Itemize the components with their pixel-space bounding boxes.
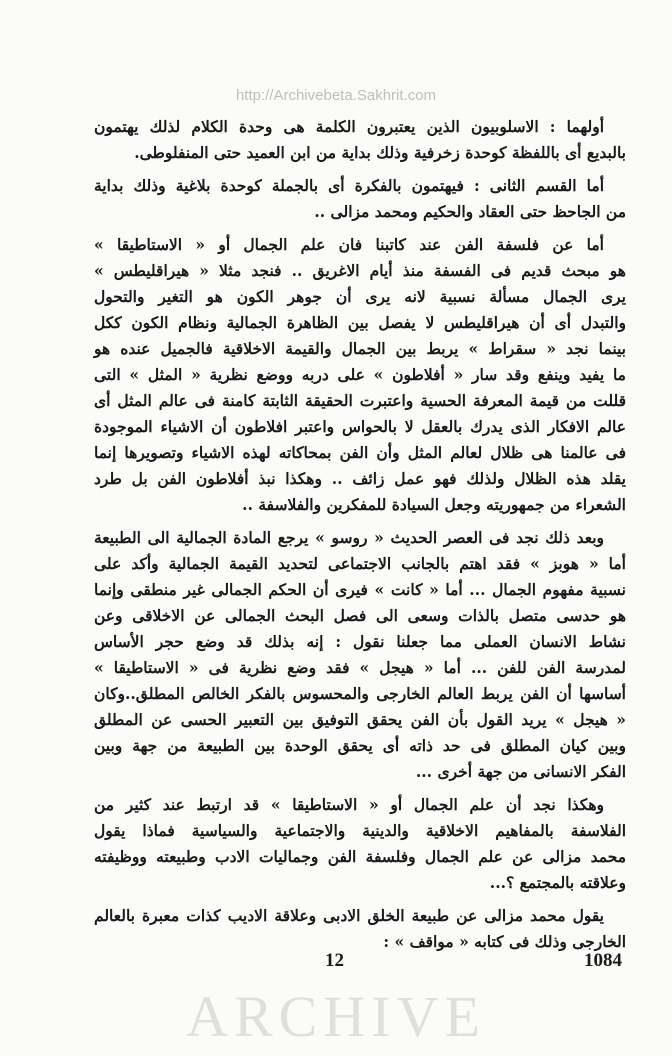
text-line: لمدرسة الفن للفن ... أما « هيجل » فقد وضع نظرية فى « الاستاطيقا » [94,658,626,677]
page-footer [0,950,672,980]
text-line: الخارجى وذلك فى كتابه « مواقف » : [383,932,626,951]
text-line: بينما نجد « سقراط » يربط بين الجمال والقيمة الاخلاقية فالجميل عنده هو [94,339,626,358]
paragraph [94,525,626,785]
text-line: هو مبحث قديم فى الفسفة منذ أيام الاغريق .. فنجد مثلا « هيراقليطس » [94,261,626,280]
text-line: الفكر الانسانى من جهة أخرى ... [415,762,626,781]
text-line: أما عن فلسفة الفن عند كاتبنا فان علم الجمال أو « الاستاطيقا » [94,235,604,254]
text-line: أساسها أن الفن يربط العالم الخارجى والمحسوس بالفكر الخالص المطلق..وكان [94,684,626,703]
text-line: أولهما : الاسلوبيون الذين يعتبرون الكلمة هى وحدة الكلام لذلك يهتمون [94,117,604,136]
paragraph [94,792,626,896]
text-line: أما القسم الثانى : فيهتمون بالفكرة أى بالجملة كوحدة بلاغية وذلك بداية [94,176,604,195]
watermark-url: http://Archivebeta.Sakhrit.com [235,87,437,104]
text-line: بالبديع أى باللفظة كوحدة زخرفية وذلك بداية من ابن العميد حتى المنفلوطى. [134,143,626,162]
page-number: 12 [325,950,344,971]
text-line: يرى الجمال مسألة نسبية لانه يرى أن جوهر الكون هو التغير والتحول [94,287,626,306]
text-line: محمد مزالى عن علم الجمال وفلسفة الفن وجماليات الادب وطبيعته ووظيفته [94,847,626,866]
paragraph [94,903,626,955]
text-line: من الجاحظ حتى العقاد والحكيم ومحمد مزالى .. [314,202,626,221]
text-line: فى عالمنا هى ظلال لعالم المثل وأن الفن بمحاكاته لهذه الاشياء وتصويرها إنما [94,443,626,462]
text-line: قللت من قيمة المعرفة الحسية واعتبرت الحقيقة الثابتة كامنة فى عالم المثل أى [94,391,626,410]
text-line: أما « هوبز » فقد اهتم بالجانب الاجتماعى لتحديد القيمة الجمالية وأكد على [94,554,626,573]
paragraph [94,173,626,225]
text-line: نسبية مفهوم الجمال ... أما « كانت » فيرى أن الحكم الجمالى غير منطقى وإنما [94,580,626,599]
text-line: عالم الافكار الذى يدرك بالعقل لا بالحواس واعتبر افلاطون أن الاشياء الموجودة [94,417,626,436]
paragraph [94,232,626,518]
text-line: والتبدل أى أن هيراقليطس لا يفصل بين الظاهرة الجمالية ونظام الكون ككل [94,313,626,332]
text-line: ما يفيد وينفع وقد سار « أفلاطون » على دربه ووضع نظرية « المثل » التى [94,365,626,384]
text-line: « هيجل » يريد القول بأن الفن يحقق التوفيق بين التعبير الحسى عن المطلق [94,710,626,729]
document-body [94,114,626,962]
text-line: وبين كيان المطلق فى حد ذاته أى يحقق الوحدة بين الطبيعة من جهة وبين [94,736,626,755]
paragraph [94,114,626,166]
text-line: نشاط الانسان العملى مما جعلنا نقول : إنه بذلك قد وضع حجر الأساس [94,632,626,651]
text-line: وبعد ذلك نجد فى العصر الحديث « روسو » يرجع المادة الجمالية الى الطبيعة [94,528,604,547]
journal-page-number: 1084 [584,950,622,971]
text-line: الفلاسفة بالمفاهيم الاخلاقية والدينية والاجتماعية والسياسية فماذا يقول [94,821,626,840]
text-line: هو حدسى متصل بالذات وسعى الى فصل البحث الجمالى عن الاخلاقى وعن [94,606,626,625]
text-line: وهكذا نجد أن علم الجمال أو « الاستاطيقا » قد ارتبط عند كثير من [94,795,604,814]
watermark-logo: ARCHIVE [186,984,486,1049]
text-line: الشعراء من جمهوريته وجعل السيادة للمفكرين والفلاسفة .. [242,495,626,514]
text-line: يقلد هذه الظلال ولذلك فهو عمل زائف .. وهكذا نبذ أفلاطون الفن بل طرد [94,469,626,488]
text-line: وعلاقته بالمجتمع ؟... [489,873,626,892]
text-line: يقول محمد مزالى عن طبيعة الخلق الادبى وعلاقة الاديب كذات معبرة بالعالم [94,906,604,925]
